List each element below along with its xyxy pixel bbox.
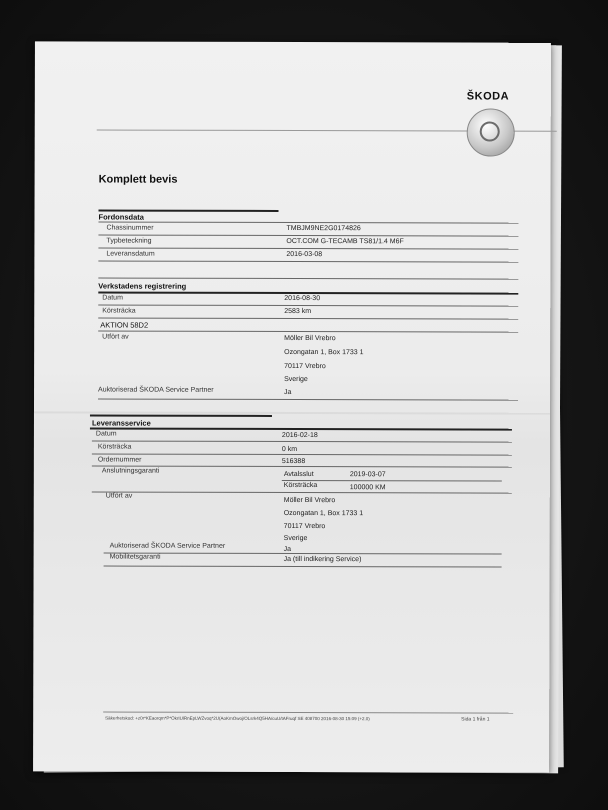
field-value: TMBJM9NE2G0174826 (286, 224, 361, 233)
field-label: Anslutningsgaranti (101, 467, 160, 475)
field-value: 100000 KM (349, 484, 386, 492)
document-page (33, 41, 551, 772)
row-divider (98, 330, 518, 332)
address-line: Möller Bil Vrebro (283, 496, 336, 505)
field-value: 2016-08-30 (284, 294, 321, 303)
field-value: 516388 (281, 457, 306, 466)
field-label: Ordernummer (97, 456, 142, 464)
page-number: Sida 1 från 1 (461, 716, 490, 723)
section-bar (90, 414, 272, 416)
field-label: Typbeteckning (106, 237, 152, 245)
field-label: Körsträcka (283, 481, 318, 490)
row-divider (98, 398, 518, 400)
section-title-leverans: Leveransservice (91, 418, 151, 428)
field-value: Ja (283, 545, 292, 553)
row-divider (98, 317, 518, 319)
row-divider (98, 304, 518, 306)
field-label: Datum (95, 430, 117, 438)
footer-divider (103, 712, 513, 714)
address-line: 70117 Vrebro (283, 522, 326, 531)
security-code-footer: Säkerhetskod: +z0r*KEaorqm*P*OkrIUlRnEpLWZvoq*2U(AoKmOwoj/OLsrk4Q5HA/cuU/tAFruqf SE 408700 2016-08-30 15:09 (+2.0) (105, 715, 370, 722)
row-divider (104, 566, 502, 568)
aktion-code: AKTION 58D2 (100, 320, 149, 330)
address-line: Sverige (284, 375, 308, 384)
field-label: Leveransdatum (106, 250, 155, 258)
field-label: Avtalsslut (283, 470, 314, 479)
skoda-badge-icon (467, 108, 515, 156)
field-label: Auktoriserad ŠKODA Service Partner (98, 386, 214, 394)
field-label: Utfört av (105, 492, 133, 500)
row-divider (98, 247, 518, 249)
address-line: Möller Bil Vrebro (284, 334, 336, 343)
field-label: Körsträcka (102, 307, 136, 315)
field-value: 2019-03-07 (349, 471, 386, 479)
field-label: Mobilitetsgaranti (109, 553, 161, 561)
row-divider (92, 453, 512, 455)
field-label: Chassinummer (106, 224, 154, 232)
field-label: Körsträcka (97, 443, 132, 451)
field-label: Datum (102, 294, 123, 302)
row-divider (98, 277, 518, 279)
section-title-verkstad: Verkstadens registrering (98, 281, 187, 291)
field-value: 2583 km (284, 307, 312, 316)
row-divider (104, 553, 502, 555)
field-label: Utfört av (102, 333, 129, 341)
address-line: Sverige (283, 534, 308, 543)
row-divider (92, 491, 512, 493)
address-line: Ozongatan 1, Box 1733 1 (283, 509, 364, 518)
field-value: Ja (284, 388, 292, 396)
field-value: OCT.COM G-TECAMB TS81/1.4 M6F (286, 237, 404, 246)
field-value: 2016-03-08 (286, 250, 323, 259)
field-label: Auktoriserad ŠKODA Service Partner (109, 542, 226, 550)
address-line: Ozongatan 1, Box 1733 1 (284, 348, 364, 357)
row-divider (98, 260, 518, 262)
row-divider (98, 221, 518, 223)
section-title-fordonsdata: Fordonsdata (98, 212, 144, 222)
address-line: 70117 Vrebro (284, 362, 326, 371)
field-value: Ja (till indikering Service) (283, 555, 362, 564)
brand-logo-text: ŠKODA (466, 90, 510, 103)
section-bar (90, 427, 512, 430)
document-title: Komplett bevis (98, 173, 178, 186)
row-divider (98, 234, 518, 236)
row-divider (92, 440, 512, 442)
field-value: 0 km (281, 445, 298, 454)
field-value: 2016-02-18 (281, 431, 318, 440)
